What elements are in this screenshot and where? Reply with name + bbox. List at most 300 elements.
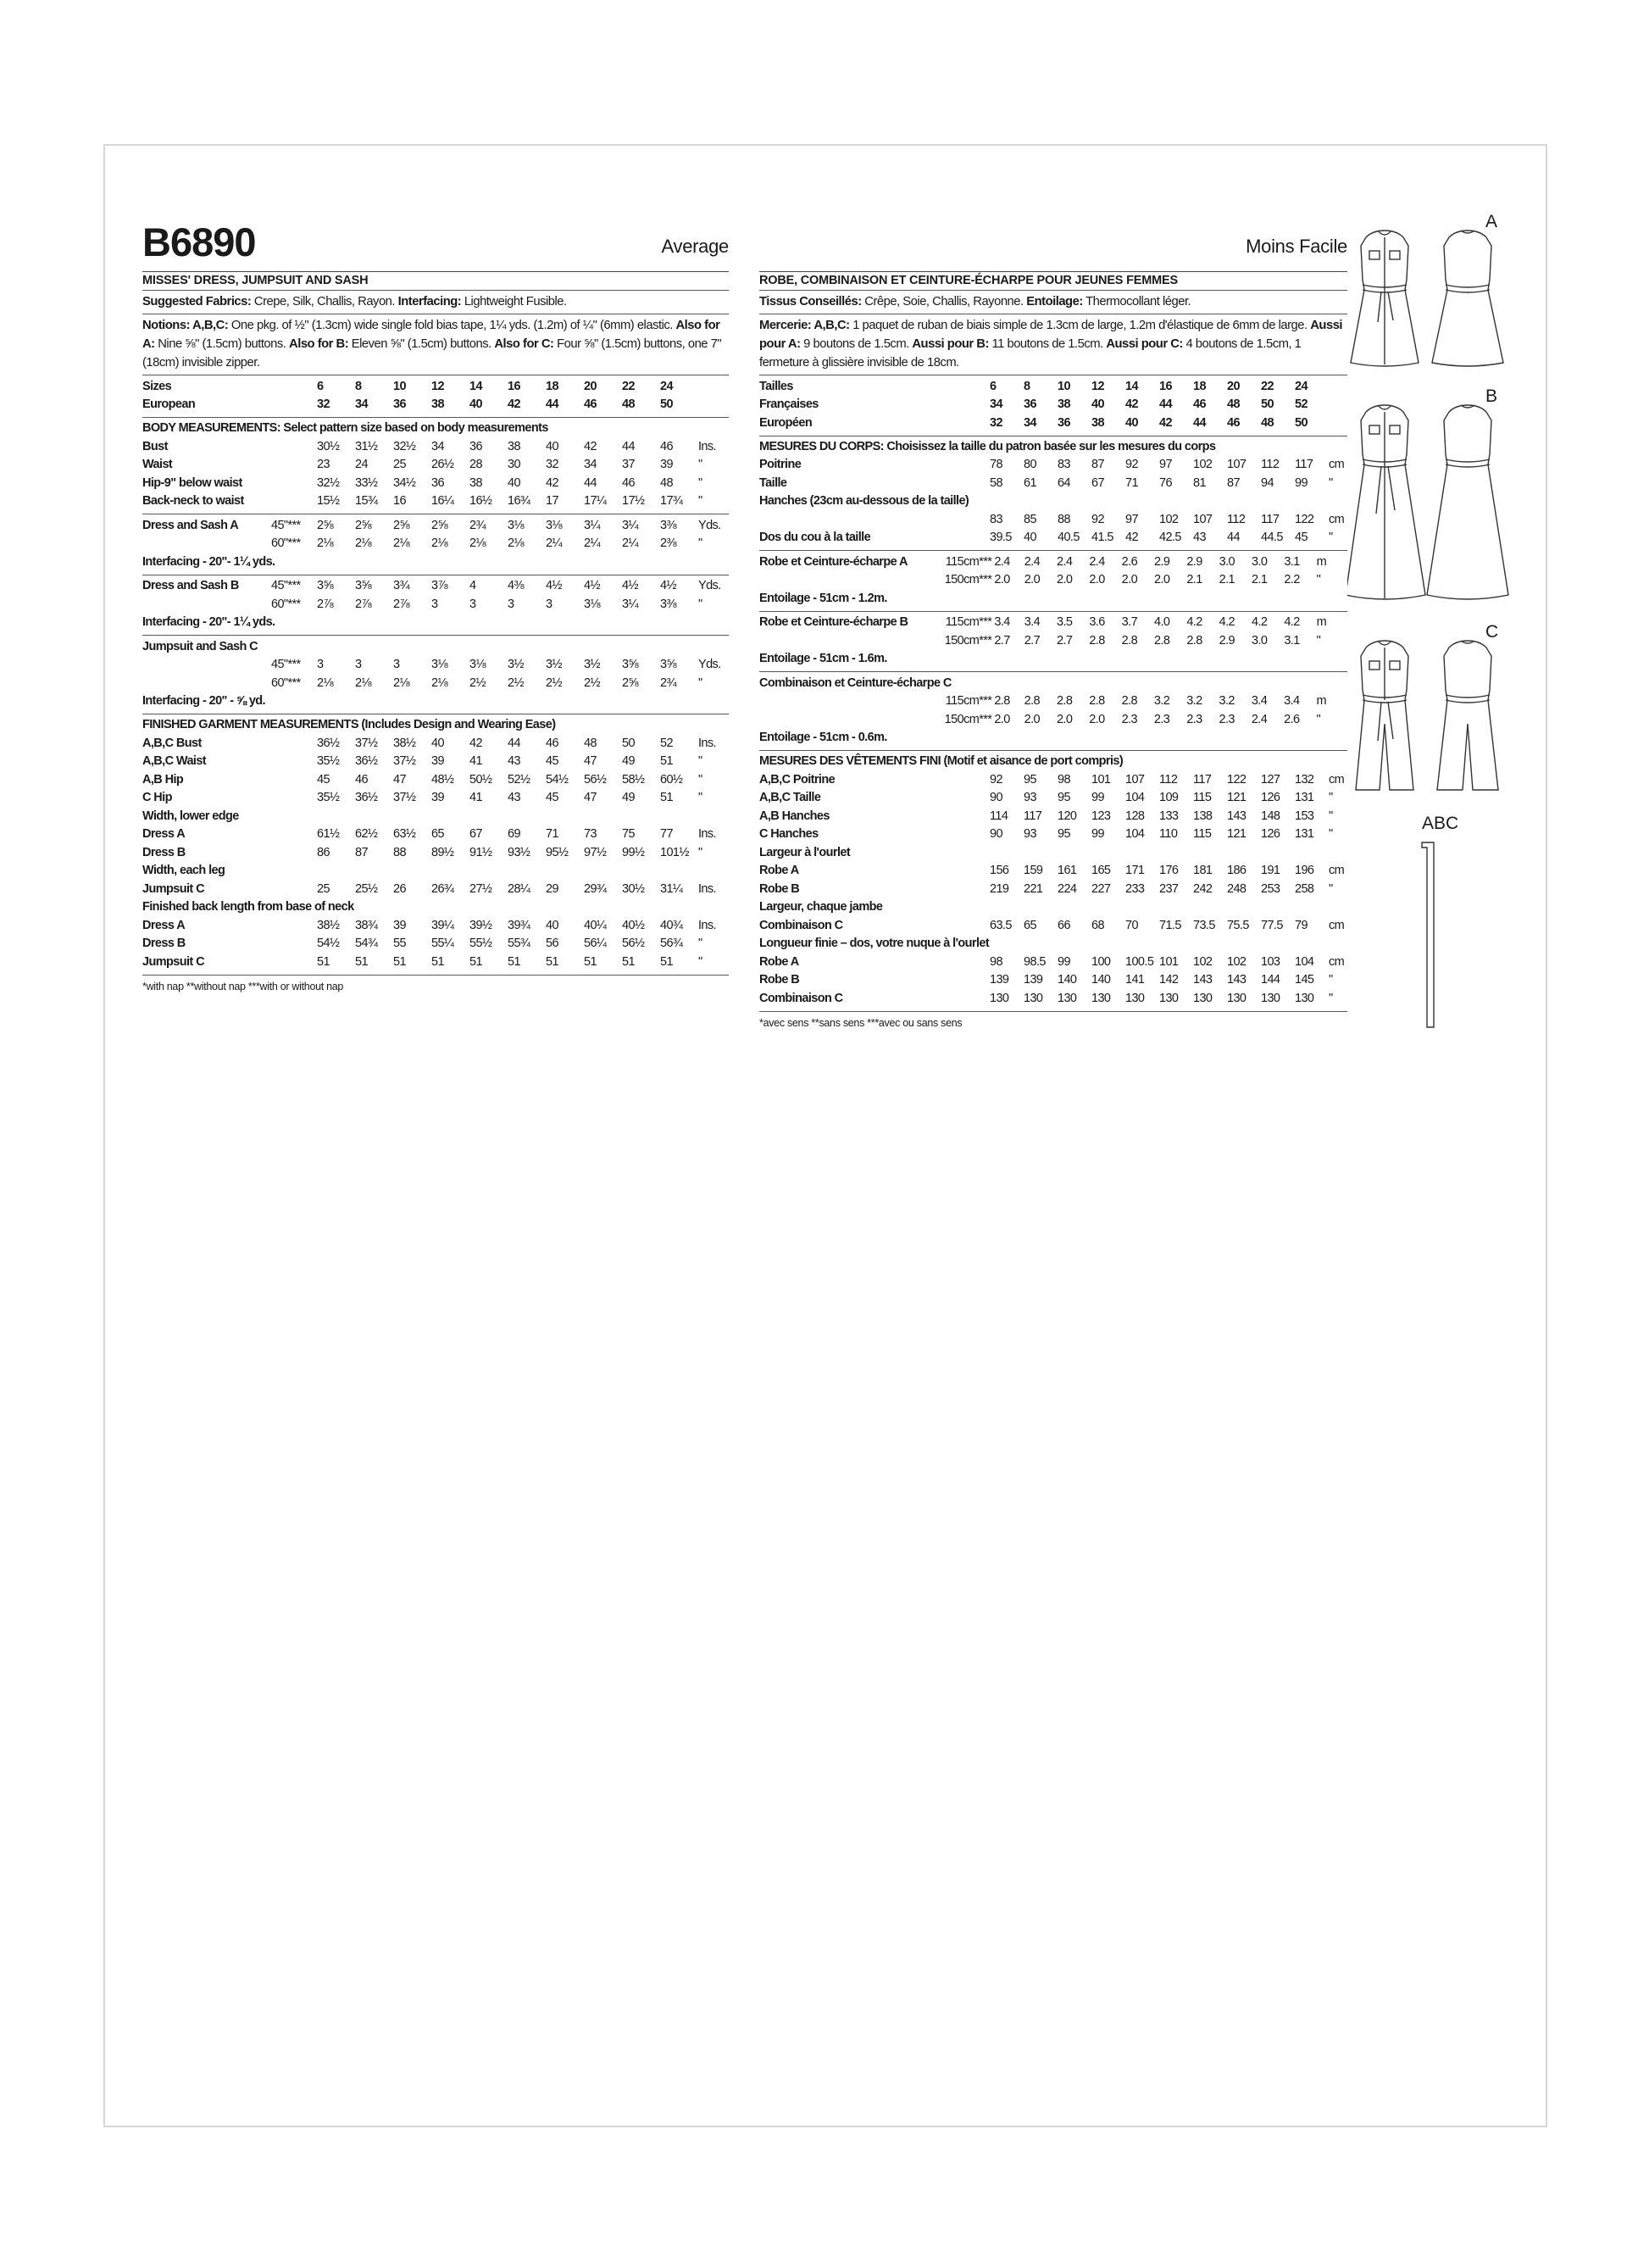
yardage-block [759, 612, 1347, 672]
sizes-table [142, 375, 729, 417]
cell-value: 97 [1159, 458, 1172, 472]
cell-value: 51 [469, 954, 482, 969]
cell-value: 44.5 [1261, 531, 1283, 545]
jumpsuit-c-drawing [1347, 631, 1513, 800]
cell-value: 46 [1227, 415, 1240, 430]
cell-value: 40 [546, 439, 558, 453]
row-label: Combinaison C [759, 991, 843, 1005]
cell-value: 117 [1193, 772, 1212, 787]
cell-value: 224 [1058, 881, 1077, 896]
cell-value: 2.3 [1219, 712, 1235, 726]
interfacing-note: Entoilage - 51cm - 1.2m. [759, 591, 887, 605]
cell-value: 3¼ [622, 597, 638, 611]
cell-value: 65 [1024, 918, 1036, 932]
cell-value: 227 [1091, 881, 1111, 896]
cell-value: 15½ [317, 494, 340, 509]
cell-value: 71 [546, 827, 558, 842]
cell-value: 45 [1295, 531, 1308, 545]
row-label: A,B Hip [142, 772, 184, 787]
cell-value: 28¼ [508, 881, 530, 896]
cell-value: 2⅞ [355, 597, 371, 611]
cell-value: 132 [1295, 772, 1314, 787]
cell-value: 115 [1193, 827, 1212, 842]
cell-value: 51 [355, 954, 368, 969]
cell-value: 99 [1058, 954, 1070, 969]
yardage-view-label [759, 631, 932, 650]
cell-value: 2.0 [1154, 573, 1170, 587]
unit-label: Ins. [698, 918, 716, 932]
cell-value: 37 [622, 458, 635, 472]
cell-value: 3 [431, 597, 438, 611]
cell-value: 38½ [317, 918, 340, 932]
cell-value: 2.8 [1089, 633, 1105, 648]
pattern-title-fr: ROBE, COMBINAISON ET CEINTURE-ÉCHARPE POUR JEUNES FEMMES [759, 274, 1178, 287]
table-row [142, 862, 729, 881]
cell-value: 51 [622, 954, 635, 969]
row-label: Françaises [759, 397, 819, 412]
cell-value: 44 [1227, 531, 1240, 545]
cell-value: 50 [1295, 415, 1308, 430]
cell-value: 99 [1091, 827, 1104, 842]
row-label: Taille [759, 475, 787, 490]
unit-label [1329, 377, 1347, 396]
cell-value: 75.5 [1227, 918, 1249, 932]
cell-value: 46 [660, 439, 673, 453]
table-row [142, 674, 729, 692]
cell-value: 3.1 [1284, 633, 1300, 648]
cell-value: 61½ [317, 827, 340, 842]
cell-value: 87 [1091, 458, 1104, 472]
cell-value: 24 [660, 379, 673, 393]
cell-value: 104 [1295, 954, 1314, 969]
row-label: Width, each leg [142, 864, 225, 878]
cell-value: 110 [1159, 827, 1178, 842]
cell-value: 2.3 [1153, 712, 1170, 726]
yardage-view-label [759, 571, 932, 590]
cell-value: 130 [1261, 991, 1280, 1005]
cell-value: 2.0 [994, 712, 1010, 726]
row-label: Back-neck to waist [142, 494, 244, 509]
sizes-grid [759, 377, 1347, 432]
table-row [142, 656, 729, 675]
cell-value: 39.5 [990, 531, 1012, 545]
table-row [759, 510, 1347, 529]
cell-value: 34 [431, 439, 444, 453]
cell-value: 131 [1295, 791, 1314, 805]
sizes-table-fr [759, 375, 1347, 436]
table-row [759, 989, 1347, 1008]
row-label: Largeur à l'ourlet [759, 845, 851, 859]
yardage-block [142, 575, 729, 636]
unit-label: " [1316, 573, 1321, 587]
cell-value: 2⅛ [431, 536, 447, 551]
cell-value: 67 [1091, 475, 1104, 490]
cell-value: 61 [1024, 475, 1036, 490]
cell-value: 121 [1227, 791, 1246, 805]
cell-value: 66 [1058, 918, 1070, 932]
cell-value: 4.2 [1186, 615, 1202, 630]
unit-label [698, 377, 729, 396]
cell-value: 99½ [622, 845, 645, 859]
row-label: Robe A [759, 954, 799, 969]
cell-value: 46 [1193, 397, 1206, 412]
cell-value: 4½ [622, 579, 638, 593]
yardage-view-label [142, 674, 271, 692]
cell-value: 50 [660, 397, 673, 412]
cell-value: 253 [1261, 881, 1280, 896]
yardage-grid [759, 614, 1347, 669]
cell-value: 90 [990, 791, 1002, 805]
cell-value: 50 [1261, 397, 1274, 412]
cell-value: 3 [546, 597, 552, 611]
row-label: Hip-9" below waist [142, 475, 242, 490]
cell-value: 88 [1058, 512, 1070, 526]
cell-value: 153 [1295, 809, 1314, 823]
cell-value: 3⅛ [546, 518, 562, 532]
cell-value: 141 [1125, 973, 1145, 987]
cell-value: 60½ [660, 772, 683, 787]
cell-value: 48½ [431, 772, 454, 787]
cell-value: 3 [393, 658, 400, 672]
yardage-view-label: Combinaison et Ceinture-écharpe C [759, 675, 952, 690]
yardage-view-label [759, 710, 932, 729]
row-label: Robe B [759, 881, 800, 896]
cell-value: 41 [469, 754, 482, 769]
table-row [759, 553, 1347, 571]
row-label: Européen [759, 415, 813, 430]
cell-value: 112 [1261, 458, 1280, 472]
view-sketches [1347, 207, 1525, 1156]
cell-value: 40½ [622, 918, 645, 932]
unit-label: cm [1329, 512, 1345, 526]
cell-value: 8 [1024, 379, 1030, 393]
cell-value: 35½ [317, 754, 340, 769]
table-row [142, 825, 729, 844]
cell-value: 258 [1295, 881, 1314, 896]
cell-value: 89½ [431, 845, 454, 859]
table-row [759, 474, 1347, 492]
cell-value: 39¼ [431, 918, 454, 932]
table-row [759, 377, 1347, 396]
cell-value: 2.9 [1154, 554, 1170, 569]
cell-value: 117 [1295, 458, 1313, 472]
cell-value: 99 [1295, 475, 1308, 490]
cell-value: 8 [355, 379, 362, 393]
cell-value: 148 [1261, 809, 1280, 823]
cell-value: 87 [1227, 475, 1240, 490]
cell-value: 42.5 [1159, 531, 1181, 545]
fabric-width: 60"*** [271, 536, 301, 551]
yardage-view-label: Jumpsuit and Sash C [142, 639, 258, 653]
cell-value: 130 [1295, 991, 1314, 1005]
row-label: A,B,C Poitrine [759, 772, 836, 787]
cell-value: 46 [622, 475, 635, 490]
row-label: Sizes [142, 379, 172, 393]
cell-value: 40 [546, 918, 558, 932]
body-measurements-title-fr: MESURES DU CORPS: Choisissez la taille du patron basée sur les mesures du corps [759, 439, 1216, 453]
cell-value: 2⅝ [317, 518, 333, 532]
fabric-width: 150cm*** [944, 573, 992, 587]
unit-label: m [1316, 615, 1327, 630]
cell-value: 51 [660, 954, 673, 969]
unit-label: " [698, 597, 702, 611]
yardage-section [142, 514, 729, 714]
cell-value: 3 [508, 597, 514, 611]
cell-value: 80 [1024, 458, 1036, 472]
cell-value: 32 [317, 397, 330, 412]
cell-value: 98 [1058, 772, 1070, 787]
cell-value: 36½ [355, 754, 378, 769]
cell-value: 83 [1058, 458, 1070, 472]
cell-value: 24 [1295, 379, 1308, 393]
cell-value: 40¾ [660, 918, 683, 932]
unit-label: m [1316, 694, 1326, 709]
unit-label: " [698, 494, 702, 509]
cell-value: 38¾ [355, 918, 378, 932]
cell-value: 4½ [546, 579, 562, 593]
cell-value: 56½ [622, 937, 645, 951]
unit-label: Yds. [698, 658, 721, 672]
cell-value: 99 [1091, 791, 1104, 805]
cell-value: 40 [1125, 415, 1138, 430]
cell-value: 2½ [584, 675, 600, 690]
cell-value: 117 [1261, 512, 1280, 526]
difficulty-level: Average [661, 236, 729, 257]
table-row [759, 396, 1347, 414]
cell-value: 48 [660, 475, 673, 490]
table-row [759, 456, 1347, 475]
yardage-grid [759, 674, 1347, 747]
yardage-section-fr [759, 551, 1347, 751]
cell-value: 71 [1125, 475, 1138, 490]
cell-value: 44 [584, 475, 597, 490]
cell-value: 2⅝ [393, 518, 409, 532]
table-row [759, 414, 1347, 432]
cell-value: 63.5 [990, 918, 1012, 932]
table-row [142, 898, 729, 917]
fabric-width: 115cm*** [945, 615, 992, 630]
cell-value: 2.4 [1024, 554, 1041, 569]
difficulty-level-fr: Moins Facile [1246, 236, 1347, 257]
row-label: European [142, 397, 196, 412]
cell-value: 143 [1227, 809, 1246, 823]
cell-value: 237 [1159, 881, 1179, 896]
cell-value: 140 [1091, 973, 1111, 987]
unit-label: " [698, 772, 702, 787]
cell-value: 126 [1261, 827, 1280, 842]
cell-value: 73 [584, 827, 597, 842]
row-label: Waist [142, 458, 173, 472]
table-row [142, 770, 729, 789]
cell-value: 3⅝ [317, 579, 333, 593]
cell-value: 2.8 [1089, 694, 1105, 709]
cell-value: 90 [990, 827, 1002, 842]
unit-label: Yds. [698, 579, 721, 593]
cell-value: 45 [546, 754, 558, 769]
cell-value: 4½ [584, 579, 600, 593]
cell-value: 70 [1125, 918, 1138, 932]
fabric-width: 45"*** [271, 658, 301, 672]
cell-value: 40 [508, 475, 520, 490]
unit-label: " [1329, 991, 1333, 1005]
cell-value: 38 [469, 475, 482, 490]
cell-value: 42 [508, 397, 520, 412]
cell-value: 93 [1024, 827, 1036, 842]
cell-value: 25½ [355, 881, 378, 896]
cell-value: 26¾ [431, 881, 454, 896]
cell-value: 2⅛ [431, 675, 447, 690]
cell-value: 156 [990, 864, 1009, 878]
english-header [142, 220, 729, 271]
finished-measurements [142, 714, 729, 975]
cell-value: 52½ [508, 772, 530, 787]
row-label: Tailles [759, 379, 793, 393]
cell-value: 16 [393, 494, 406, 509]
cell-value: 109 [1159, 791, 1179, 805]
cell-value: 95 [1058, 791, 1070, 805]
yardage-view-label [142, 535, 271, 553]
cell-value: 39 [431, 754, 444, 769]
cell-value: 17 [546, 494, 558, 509]
cell-value: 143 [1193, 973, 1213, 987]
cell-value: 2.7 [1057, 633, 1073, 648]
yardage-grid [142, 577, 729, 632]
cell-value: 4.2 [1219, 615, 1235, 630]
unit-label: " [1329, 791, 1333, 805]
cell-value: 40 [431, 736, 444, 750]
cell-value: 102 [1193, 458, 1213, 472]
cell-value: 41.5 [1091, 531, 1113, 545]
table-row [759, 825, 1347, 844]
row-label: Dos du cou à la taille [759, 531, 871, 545]
cell-value: 94 [1261, 475, 1274, 490]
unit-label: " [1329, 531, 1333, 545]
table-row [759, 843, 1347, 862]
unit-label: cm [1329, 772, 1345, 787]
notions-fr: Mercerie: A,B,C: 1 paquet de ruban de biais simple de 1.3cm de large, 1.2m d'élastique de 6mm de large. Aussi pour A: 9 boutons de 1.5cm. Aussi pour B: 11 boutons de 1.5cm. Aussi pour C: 4 boutons de 1.5cm, 1 fermeture à glissière invisible de 18cm. [759, 319, 1343, 370]
cell-value: 73.5 [1193, 918, 1215, 932]
measurement-grid [759, 456, 1347, 548]
cell-value: 103 [1261, 954, 1280, 969]
body-measurements-fr [759, 436, 1347, 551]
cell-value: 112 [1159, 772, 1178, 787]
cell-value: 42 [1125, 397, 1138, 412]
table-row [759, 529, 1347, 548]
table-row [759, 935, 1347, 953]
unit-label: " [698, 475, 702, 490]
cell-value: 3.7 [1121, 615, 1138, 630]
cell-value: 3.0 [1251, 554, 1268, 569]
row-label: A,B,C Taille [759, 791, 821, 805]
cell-value: 143 [1227, 973, 1246, 987]
cell-value: 16¼ [431, 494, 454, 509]
cell-value: 67 [469, 827, 482, 842]
cell-value: 221 [1024, 881, 1043, 896]
cell-value: 43 [508, 791, 520, 805]
cell-value: 2⅝ [622, 675, 638, 690]
cell-value: 3⅜ [660, 518, 676, 532]
cell-value: 32½ [317, 475, 340, 490]
cell-value: 50 [622, 736, 635, 750]
cell-value: 23 [317, 458, 330, 472]
unit-label: " [698, 954, 702, 969]
cell-value: 2⅞ [393, 597, 409, 611]
cell-value: 101 [1091, 772, 1111, 787]
yardage-view-label [142, 656, 271, 675]
cell-value: 2.3 [1121, 712, 1137, 726]
cell-value: 47 [584, 791, 597, 805]
table-row [142, 935, 729, 953]
cell-value: 56½ [584, 772, 607, 787]
view-letter-c: C [1485, 622, 1499, 642]
cell-value: 47 [584, 754, 597, 769]
cell-value: 2.9 [1186, 554, 1202, 569]
dress-b-drawing [1347, 395, 1513, 607]
cell-value: 123 [1091, 809, 1111, 823]
cell-value: 2½ [469, 675, 486, 690]
cell-value: 35½ [317, 791, 340, 805]
table-row [759, 898, 1347, 917]
yardage-block [142, 514, 729, 575]
cell-value: 2.7 [994, 633, 1010, 648]
cell-value: 248 [1227, 881, 1246, 896]
cell-value: 38 [431, 397, 444, 412]
cell-value: 3.5 [1057, 615, 1073, 630]
cell-value: 2⅝ [355, 518, 371, 532]
row-label: Jumpsuit C [142, 954, 204, 969]
cell-value: 36 [393, 397, 406, 412]
cell-value: 15¾ [355, 494, 378, 509]
cell-value: 29¾ [584, 881, 607, 896]
cell-value: 3⅛ [431, 658, 447, 672]
unit-label: " [698, 754, 702, 769]
cell-value: 46 [546, 736, 558, 750]
cell-value: 40 [469, 397, 482, 412]
table-row [142, 437, 729, 456]
row-label: Largeur, chaque jambe [759, 900, 883, 914]
cell-value: 37½ [393, 754, 416, 769]
cell-value: 107 [1227, 458, 1246, 472]
cell-value: 85 [1024, 512, 1036, 526]
cell-value: 38 [1091, 415, 1104, 430]
cell-value: 22 [622, 379, 635, 393]
row-label: Robe B [759, 973, 800, 987]
cell-value: 4 [469, 579, 476, 593]
cell-value: 40.5 [1058, 531, 1080, 545]
row-label: Width, lower edge [142, 809, 239, 823]
cell-value: 37½ [393, 791, 416, 805]
table-row [759, 916, 1347, 935]
cell-value: 88 [393, 845, 406, 859]
interfacing-note: Entoilage - 51cm - 0.6m. [759, 731, 887, 745]
row-label: A,B Hanches [759, 809, 830, 823]
cell-value: 142 [1159, 973, 1179, 987]
cell-value: 2.4 [1089, 554, 1105, 569]
row-label: Dress A [142, 918, 186, 932]
cell-value: 3 [469, 597, 476, 611]
english-column [142, 220, 729, 992]
unit-label: " [1329, 827, 1333, 842]
cell-value: 44 [546, 397, 558, 412]
cell-value: 3⅜ [660, 597, 676, 611]
cell-value: 2½ [546, 675, 562, 690]
cell-value: 56 [546, 937, 558, 951]
cell-value: 75 [622, 827, 635, 842]
cell-value: 2.0 [1056, 712, 1073, 726]
cell-value: 3.2 [1186, 694, 1202, 709]
cell-value: 2.6 [1121, 554, 1138, 569]
cell-value: 2.4 [994, 554, 1010, 569]
